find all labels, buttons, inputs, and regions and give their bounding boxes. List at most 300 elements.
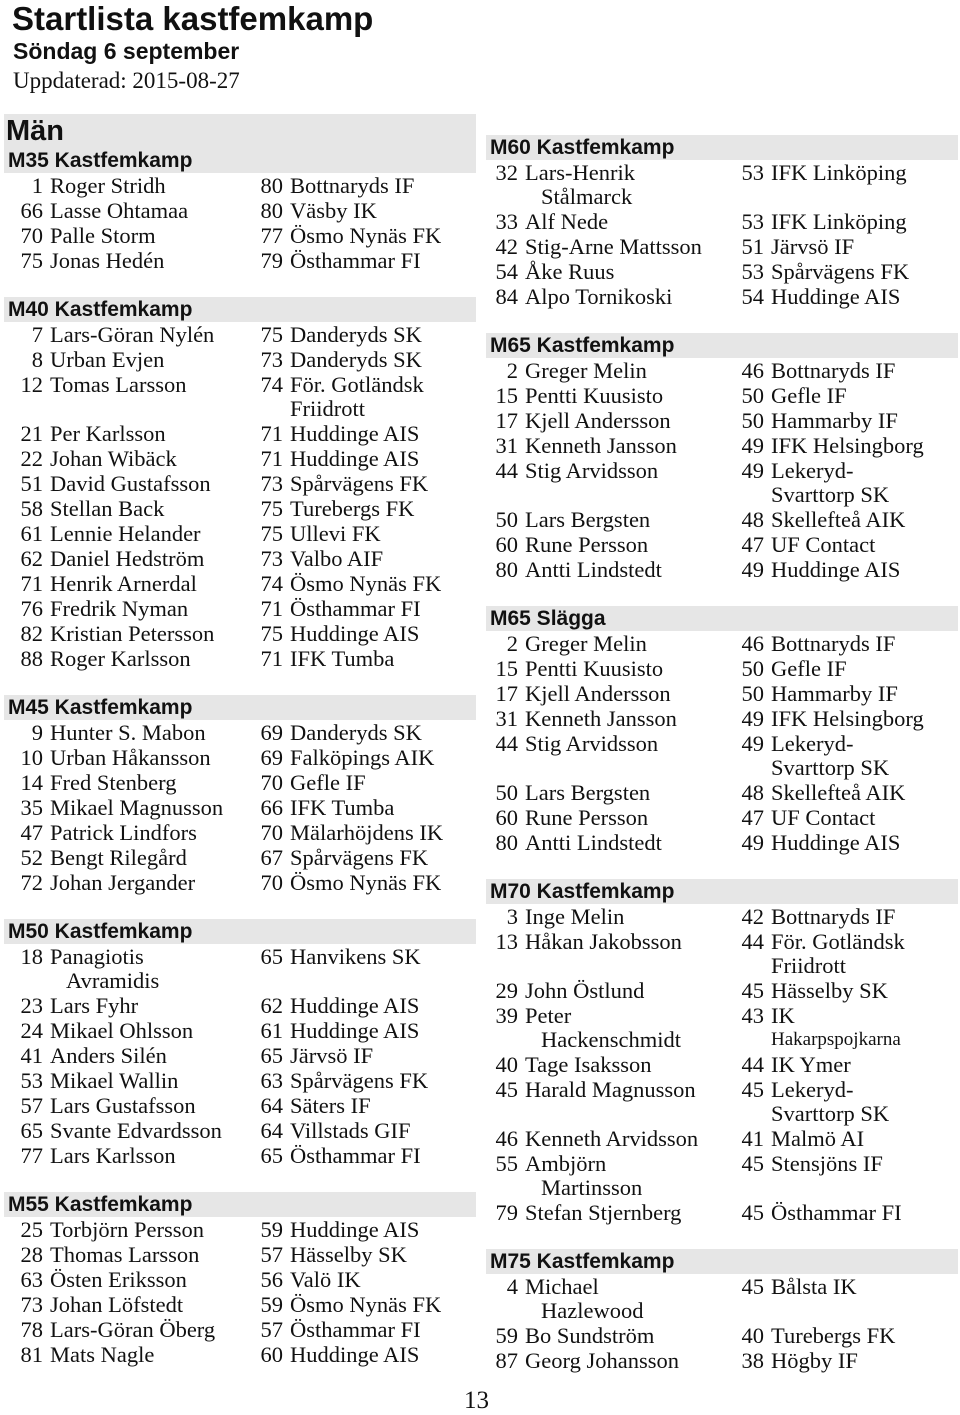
athlete-name: Johan Jergander bbox=[50, 869, 196, 895]
text-line: Michael bbox=[525, 1273, 599, 1299]
section-heading: M60 Kastfemkamp bbox=[486, 135, 958, 160]
birth-year: 45 bbox=[741, 1150, 764, 1176]
club-name: Huddinge AIS bbox=[290, 992, 420, 1018]
athlete-row bbox=[486, 1274, 958, 1323]
club-name bbox=[764, 732, 960, 780]
athlete-row bbox=[4, 1267, 476, 1292]
club-name: Huddinge AIS bbox=[771, 556, 901, 582]
athlete-row bbox=[4, 173, 476, 198]
start-number: 28 bbox=[20, 1241, 43, 1267]
section-spacer bbox=[486, 309, 958, 333]
birth-year: 59 bbox=[260, 1291, 283, 1317]
start-number: 21 bbox=[20, 420, 43, 446]
athlete-name: Inge Melin bbox=[525, 903, 625, 929]
start-number: 80 bbox=[495, 829, 518, 855]
athlete-name: Mikael Ohlsson bbox=[50, 1017, 194, 1043]
birth-year: 50 bbox=[741, 655, 764, 681]
birth-year: 46 bbox=[741, 630, 764, 656]
start-number: 18 bbox=[20, 943, 43, 969]
athlete-row bbox=[4, 596, 476, 621]
birth-year: 65 bbox=[260, 1142, 283, 1168]
text-line: IK bbox=[771, 1002, 795, 1028]
athlete-name: Jonas Hedén bbox=[50, 247, 165, 273]
club-name: Danderyds SK bbox=[290, 321, 422, 347]
section-heading: M70 Kastfemkamp bbox=[486, 879, 958, 904]
start-number: 15 bbox=[495, 382, 518, 408]
athlete-name: Johan Wibäck bbox=[50, 445, 177, 471]
start-number: 31 bbox=[495, 705, 518, 731]
athlete-row bbox=[486, 780, 958, 805]
birth-year: 51 bbox=[741, 233, 764, 259]
athlete-row bbox=[4, 446, 476, 471]
start-number: 66 bbox=[20, 197, 43, 223]
birth-year: 45 bbox=[741, 977, 764, 1003]
athlete-name: Alf Nede bbox=[525, 208, 609, 234]
club-name: Hanvikens SK bbox=[290, 943, 421, 969]
club-name: IFK Linköping bbox=[771, 208, 907, 234]
birth-year: 49 bbox=[741, 730, 764, 756]
athlete-name: Alpo Tornikoski bbox=[525, 283, 673, 309]
club-name: Östhammar FI bbox=[290, 1316, 421, 1342]
athlete-name: Pentti Kuusisto bbox=[525, 382, 664, 408]
birth-year: 77 bbox=[260, 222, 283, 248]
text-line-continued: Svarttorp SK bbox=[771, 754, 890, 780]
start-number: 55 bbox=[495, 1150, 518, 1176]
athlete-row bbox=[486, 681, 958, 706]
club-name: IFK Tumba bbox=[290, 645, 395, 671]
start-number: 2 bbox=[506, 357, 518, 383]
athlete-name: Bo Sundström bbox=[525, 1322, 655, 1348]
birth-year: 79 bbox=[260, 247, 283, 273]
birth-year: 41 bbox=[741, 1125, 764, 1151]
birth-year: 60 bbox=[260, 1341, 283, 1367]
text-line: Lekeryd- bbox=[771, 457, 854, 483]
athlete-name: Urban Håkansson bbox=[50, 744, 211, 770]
birth-year: 49 bbox=[741, 457, 764, 483]
birth-year: 69 bbox=[260, 744, 283, 770]
athlete-row bbox=[486, 830, 958, 855]
start-number: 40 bbox=[495, 1051, 518, 1077]
athlete-row bbox=[486, 1151, 958, 1200]
athlete-name: Stefan Stjernberg bbox=[525, 1199, 682, 1225]
section-heading: M35 Kastfemkamp bbox=[4, 148, 476, 173]
birth-year: 64 bbox=[260, 1092, 283, 1118]
athlete-row bbox=[486, 1003, 958, 1052]
club-name bbox=[764, 459, 960, 507]
start-number: 53 bbox=[20, 1067, 43, 1093]
start-number: 39 bbox=[495, 1002, 518, 1028]
text-line: Lekeryd- bbox=[771, 1076, 854, 1102]
section-heading: M75 Kastfemkamp bbox=[486, 1249, 958, 1274]
text-line: Ambjörn bbox=[525, 1150, 607, 1176]
athlete-name: Hunter S. Mabon bbox=[50, 719, 206, 745]
athlete-name: Patrick Lindfors bbox=[50, 819, 197, 845]
birth-year: 54 bbox=[741, 283, 764, 309]
athlete-name: Antti Lindstedt bbox=[525, 556, 662, 582]
athlete-row bbox=[486, 731, 958, 780]
start-number: 88 bbox=[20, 645, 43, 671]
athlete-row bbox=[4, 993, 476, 1018]
athlete-row bbox=[486, 284, 958, 309]
athlete-row bbox=[486, 656, 958, 681]
text-line: Panagiotis bbox=[50, 943, 144, 969]
athlete-name: Bengt Rilegård bbox=[50, 844, 187, 870]
right-sections bbox=[486, 135, 958, 1373]
birth-year: 40 bbox=[741, 1322, 764, 1348]
athlete-name bbox=[518, 161, 737, 209]
section-heading: M65 Slägga bbox=[486, 606, 958, 631]
athlete-row bbox=[4, 621, 476, 646]
athlete-name: Greger Melin bbox=[525, 357, 647, 383]
athlete-row bbox=[4, 1317, 476, 1342]
start-number: 52 bbox=[20, 844, 43, 870]
athlete-name: Mats Nagle bbox=[50, 1341, 155, 1367]
athlete-row bbox=[4, 1093, 476, 1118]
birth-year: 47 bbox=[741, 531, 764, 557]
club-name: Turebergs FK bbox=[290, 495, 415, 521]
text-line-continued: Svarttorp SK bbox=[771, 481, 890, 507]
club-name: Hässelby SK bbox=[771, 977, 888, 1003]
birth-year: 47 bbox=[741, 804, 764, 830]
birth-year: 50 bbox=[741, 382, 764, 408]
athlete-name: Åke Ruus bbox=[525, 258, 615, 284]
text-line-continued: Martinsson bbox=[541, 1174, 643, 1200]
club-name: Järvsö IF bbox=[290, 1042, 374, 1068]
start-number: 73 bbox=[20, 1291, 43, 1317]
athlete-name: Tage Isaksson bbox=[525, 1051, 652, 1077]
club-name: Gefle IF bbox=[771, 382, 847, 408]
athlete-name: Antti Lindstedt bbox=[525, 829, 662, 855]
start-number: 24 bbox=[20, 1017, 43, 1043]
text-line: För. Gotländsk bbox=[290, 371, 424, 397]
club-name: Skellefteå AIK bbox=[771, 506, 906, 532]
start-number: 61 bbox=[20, 520, 43, 546]
athlete-name: Stig-Arne Mattsson bbox=[525, 233, 702, 259]
club-name: IFK Tumba bbox=[290, 794, 395, 820]
birth-year: 45 bbox=[741, 1273, 764, 1299]
club-name: Huddinge AIS bbox=[771, 829, 901, 855]
club-name: Ullevi FK bbox=[290, 520, 381, 546]
text-line-continued: Hackenschmidt bbox=[541, 1026, 681, 1052]
athlete-name: Lars Karlsson bbox=[50, 1142, 176, 1168]
start-number: 13 bbox=[495, 928, 518, 954]
athlete-row bbox=[4, 1242, 476, 1267]
athlete-name: Per Karlsson bbox=[50, 420, 166, 446]
athlete-row bbox=[4, 1292, 476, 1317]
athlete-name: Daniel Hedström bbox=[50, 545, 205, 571]
club-name: Huddinge AIS bbox=[771, 283, 901, 309]
athlete-name: Rune Persson bbox=[525, 531, 649, 557]
start-number: 32 bbox=[495, 159, 518, 185]
athlete-name: Lars-Göran Öberg bbox=[50, 1316, 216, 1342]
athlete-name: Kenneth Jansson bbox=[525, 432, 677, 458]
start-number: 62 bbox=[20, 545, 43, 571]
start-number: 33 bbox=[495, 208, 518, 234]
start-number: 15 bbox=[495, 655, 518, 681]
athlete-name: Roger Stridh bbox=[50, 172, 166, 198]
athlete-row bbox=[486, 160, 958, 209]
start-number: 84 bbox=[495, 283, 518, 309]
club-name: Stensjöns IF bbox=[771, 1150, 883, 1176]
start-number: 9 bbox=[31, 719, 43, 745]
club-name: Huddinge AIS bbox=[290, 445, 420, 471]
club-name: UF Contact bbox=[771, 531, 876, 557]
start-number: 29 bbox=[495, 977, 518, 1003]
athlete-row bbox=[4, 471, 476, 496]
start-number: 1 bbox=[31, 172, 43, 198]
start-number: 44 bbox=[495, 730, 518, 756]
athlete-row bbox=[486, 532, 958, 557]
start-number: 72 bbox=[20, 869, 43, 895]
start-number: 63 bbox=[20, 1266, 43, 1292]
athlete-name: David Gustafsson bbox=[50, 470, 211, 496]
club-name: Ösmo Nynäs FK bbox=[290, 570, 442, 596]
birth-year: 45 bbox=[741, 1199, 764, 1225]
club-name: Väsby IK bbox=[290, 197, 377, 223]
club-name: Gefle IF bbox=[290, 769, 366, 795]
athlete-name: Fred Stenberg bbox=[50, 769, 177, 795]
athlete-name: Lennie Helander bbox=[50, 520, 201, 546]
birth-year: 74 bbox=[260, 371, 283, 397]
athlete-name bbox=[518, 1275, 737, 1323]
start-number: 41 bbox=[20, 1042, 43, 1068]
athlete-row bbox=[486, 805, 958, 830]
athlete-name: Mikael Wallin bbox=[50, 1067, 179, 1093]
athlete-row bbox=[486, 458, 958, 507]
text-line: För. Gotländsk bbox=[771, 928, 905, 954]
athlete-name: Lars Bergsten bbox=[525, 779, 651, 805]
club-name: Östhammar FI bbox=[771, 1199, 902, 1225]
club-name: Spårvägens FK bbox=[771, 258, 910, 284]
birth-year: 49 bbox=[741, 829, 764, 855]
start-number: 10 bbox=[20, 744, 43, 770]
start-number: 44 bbox=[495, 457, 518, 483]
section-heading: M40 Kastfemkamp bbox=[4, 297, 476, 322]
section-spacer bbox=[4, 895, 476, 919]
birth-year: 44 bbox=[741, 1051, 764, 1077]
left-sections bbox=[4, 148, 476, 1367]
athlete-name: Pentti Kuusisto bbox=[525, 655, 664, 681]
club-name: Bottnaryds IF bbox=[290, 172, 415, 198]
athlete-row bbox=[4, 720, 476, 745]
athlete-row bbox=[486, 706, 958, 731]
birth-year: 57 bbox=[260, 1241, 283, 1267]
text-line-continued: Svarttorp SK bbox=[771, 1100, 890, 1126]
club-name: Hammarby IF bbox=[771, 407, 898, 433]
athlete-name bbox=[518, 1004, 737, 1052]
club-name: Danderyds SK bbox=[290, 719, 422, 745]
birth-year: 45 bbox=[741, 1076, 764, 1102]
athlete-row bbox=[486, 1077, 958, 1126]
birth-year: 44 bbox=[741, 928, 764, 954]
athlete-name: Thomas Larsson bbox=[50, 1241, 200, 1267]
club-name: Huddinge AIS bbox=[290, 1216, 420, 1242]
athlete-name: Stig Arvidsson bbox=[525, 457, 659, 483]
athlete-row bbox=[4, 546, 476, 571]
section-heading: M50 Kastfemkamp bbox=[4, 919, 476, 944]
athlete-row bbox=[4, 770, 476, 795]
athlete-name: Stellan Back bbox=[50, 495, 165, 521]
club-name: Spårvägens FK bbox=[290, 844, 429, 870]
birth-year: 48 bbox=[741, 506, 764, 532]
athlete-name: Lars Fyhr bbox=[50, 992, 139, 1018]
birth-year: 74 bbox=[260, 570, 283, 596]
section-spacer bbox=[486, 855, 958, 879]
club-name: Huddinge AIS bbox=[290, 620, 420, 646]
start-number: 65 bbox=[20, 1117, 43, 1143]
club-name: Högby IF bbox=[771, 1347, 858, 1373]
athlete-name: Svante Edvardsson bbox=[50, 1117, 222, 1143]
birth-year: 63 bbox=[260, 1067, 283, 1093]
birth-year: 50 bbox=[741, 407, 764, 433]
athlete-name: Lars-Göran Nylén bbox=[50, 321, 215, 347]
start-number: 3 bbox=[506, 903, 518, 929]
club-name: Östhammar FI bbox=[290, 247, 421, 273]
athlete-row bbox=[486, 978, 958, 1003]
start-number: 50 bbox=[495, 506, 518, 532]
birth-year: 70 bbox=[260, 869, 283, 895]
athlete-row bbox=[4, 372, 476, 421]
club-name: IFK Linköping bbox=[771, 159, 907, 185]
text-line-continued: Avramidis bbox=[66, 967, 160, 993]
birth-year: 65 bbox=[260, 1042, 283, 1068]
athlete-name: Stig Arvidsson bbox=[525, 730, 659, 756]
section-spacer bbox=[486, 582, 958, 606]
athlete-name: Henrik Arnerdal bbox=[50, 570, 197, 596]
gender-heading: Män bbox=[4, 114, 476, 148]
birth-year: 71 bbox=[260, 445, 283, 471]
athlete-row bbox=[4, 1068, 476, 1093]
birth-year: 38 bbox=[741, 1347, 764, 1373]
start-number: 57 bbox=[20, 1092, 43, 1118]
athlete-row bbox=[4, 1143, 476, 1168]
athlete-row bbox=[486, 1348, 958, 1373]
text-line: Lekeryd- bbox=[771, 730, 854, 756]
start-number: 79 bbox=[495, 1199, 518, 1225]
event-date: Söndag 6 september bbox=[13, 38, 240, 64]
athlete-name: Kjell Andersson bbox=[525, 680, 671, 706]
birth-year: 75 bbox=[260, 495, 283, 521]
club-name: Turebergs FK bbox=[771, 1322, 896, 1348]
birth-year: 67 bbox=[260, 844, 283, 870]
right-column bbox=[486, 135, 958, 1373]
birth-year: 70 bbox=[260, 769, 283, 795]
section-heading: M65 Kastfemkamp bbox=[486, 333, 958, 358]
club-name: Falköpings AIK bbox=[290, 744, 435, 770]
athlete-name: Rune Persson bbox=[525, 804, 649, 830]
start-number: 4 bbox=[506, 1273, 518, 1299]
birth-year: 53 bbox=[741, 159, 764, 185]
club-name bbox=[764, 930, 960, 978]
athlete-row bbox=[4, 820, 476, 845]
athlete-name: Håkan Jakobsson bbox=[525, 928, 682, 954]
page-title: Startlista kastfemkamp bbox=[12, 0, 374, 37]
start-number: 7 bbox=[31, 321, 43, 347]
start-number: 75 bbox=[20, 247, 43, 273]
start-number: 42 bbox=[495, 233, 518, 259]
birth-year: 71 bbox=[260, 420, 283, 446]
athlete-row bbox=[486, 631, 958, 656]
athlete-name: Kjell Andersson bbox=[525, 407, 671, 433]
birth-year: 46 bbox=[741, 357, 764, 383]
athlete-name: Kristian Petersson bbox=[50, 620, 215, 646]
birth-year: 64 bbox=[260, 1117, 283, 1143]
club-name bbox=[764, 1078, 960, 1126]
birth-year: 75 bbox=[260, 520, 283, 546]
athlete-row bbox=[4, 496, 476, 521]
section-spacer bbox=[4, 671, 476, 695]
start-number: 25 bbox=[20, 1216, 43, 1242]
club-name: Villstads GIF bbox=[290, 1117, 411, 1143]
birth-year: 65 bbox=[260, 943, 283, 969]
updated-date: Uppdaterad: 2015-08-27 bbox=[13, 68, 240, 93]
start-number: 70 bbox=[20, 222, 43, 248]
start-number: 76 bbox=[20, 595, 43, 621]
club-name: Bottnaryds IF bbox=[771, 903, 896, 929]
club-name: Malmö AI bbox=[771, 1125, 865, 1151]
birth-year: 70 bbox=[260, 819, 283, 845]
start-number: 81 bbox=[20, 1341, 43, 1367]
club-name: Östhammar FI bbox=[290, 1142, 421, 1168]
club-name: IFK Helsingborg bbox=[771, 705, 924, 731]
page-number: 13 bbox=[464, 1387, 489, 1414]
athlete-name: Kenneth Arvidsson bbox=[525, 1125, 699, 1151]
birth-year: 69 bbox=[260, 719, 283, 745]
birth-year: 53 bbox=[741, 208, 764, 234]
athlete-name bbox=[518, 1152, 737, 1200]
athlete-row bbox=[4, 1043, 476, 1068]
left-column bbox=[4, 114, 476, 1367]
athlete-row bbox=[486, 557, 958, 582]
club-name: Bottnaryds IF bbox=[771, 630, 896, 656]
athlete-name: John Östlund bbox=[525, 977, 645, 1003]
athlete-row bbox=[4, 248, 476, 273]
athlete-row bbox=[4, 795, 476, 820]
start-number: 2 bbox=[506, 630, 518, 656]
athlete-row bbox=[4, 223, 476, 248]
section-heading: M55 Kastfemkamp bbox=[4, 1192, 476, 1217]
start-number: 46 bbox=[495, 1125, 518, 1151]
text-line-continued: Stålmarck bbox=[541, 183, 633, 209]
athlete-row bbox=[486, 358, 958, 383]
athlete-name: Lars Gustafsson bbox=[50, 1092, 196, 1118]
start-number: 14 bbox=[20, 769, 43, 795]
athlete-name: Anders Silén bbox=[50, 1042, 167, 1068]
start-number: 17 bbox=[495, 407, 518, 433]
club-name: Ösmo Nynäs FK bbox=[290, 1291, 442, 1317]
club-name: Bottnaryds IF bbox=[771, 357, 896, 383]
club-name: Hammarby IF bbox=[771, 680, 898, 706]
athlete-row bbox=[486, 1323, 958, 1348]
club-name bbox=[283, 373, 480, 421]
athlete-row bbox=[4, 845, 476, 870]
athlete-name: Lars Bergsten bbox=[525, 506, 651, 532]
club-name: Gefle IF bbox=[771, 655, 847, 681]
start-number: 50 bbox=[495, 779, 518, 805]
club-name: Ösmo Nynäs FK bbox=[290, 222, 442, 248]
start-number: 77 bbox=[20, 1142, 43, 1168]
athlete-name: Torbjörn Persson bbox=[50, 1216, 205, 1242]
athlete-name: Roger Karlsson bbox=[50, 645, 191, 671]
athlete-name: Lasse Ohtamaa bbox=[50, 197, 189, 223]
club-name: Huddinge AIS bbox=[290, 1341, 420, 1367]
club-name: Ösmo Nynäs FK bbox=[290, 869, 442, 895]
birth-year: 73 bbox=[260, 470, 283, 496]
section-spacer bbox=[4, 1168, 476, 1192]
text-line: Lars-Henrik bbox=[525, 159, 635, 185]
club-name: IFK Helsingborg bbox=[771, 432, 924, 458]
athlete-row bbox=[4, 571, 476, 596]
